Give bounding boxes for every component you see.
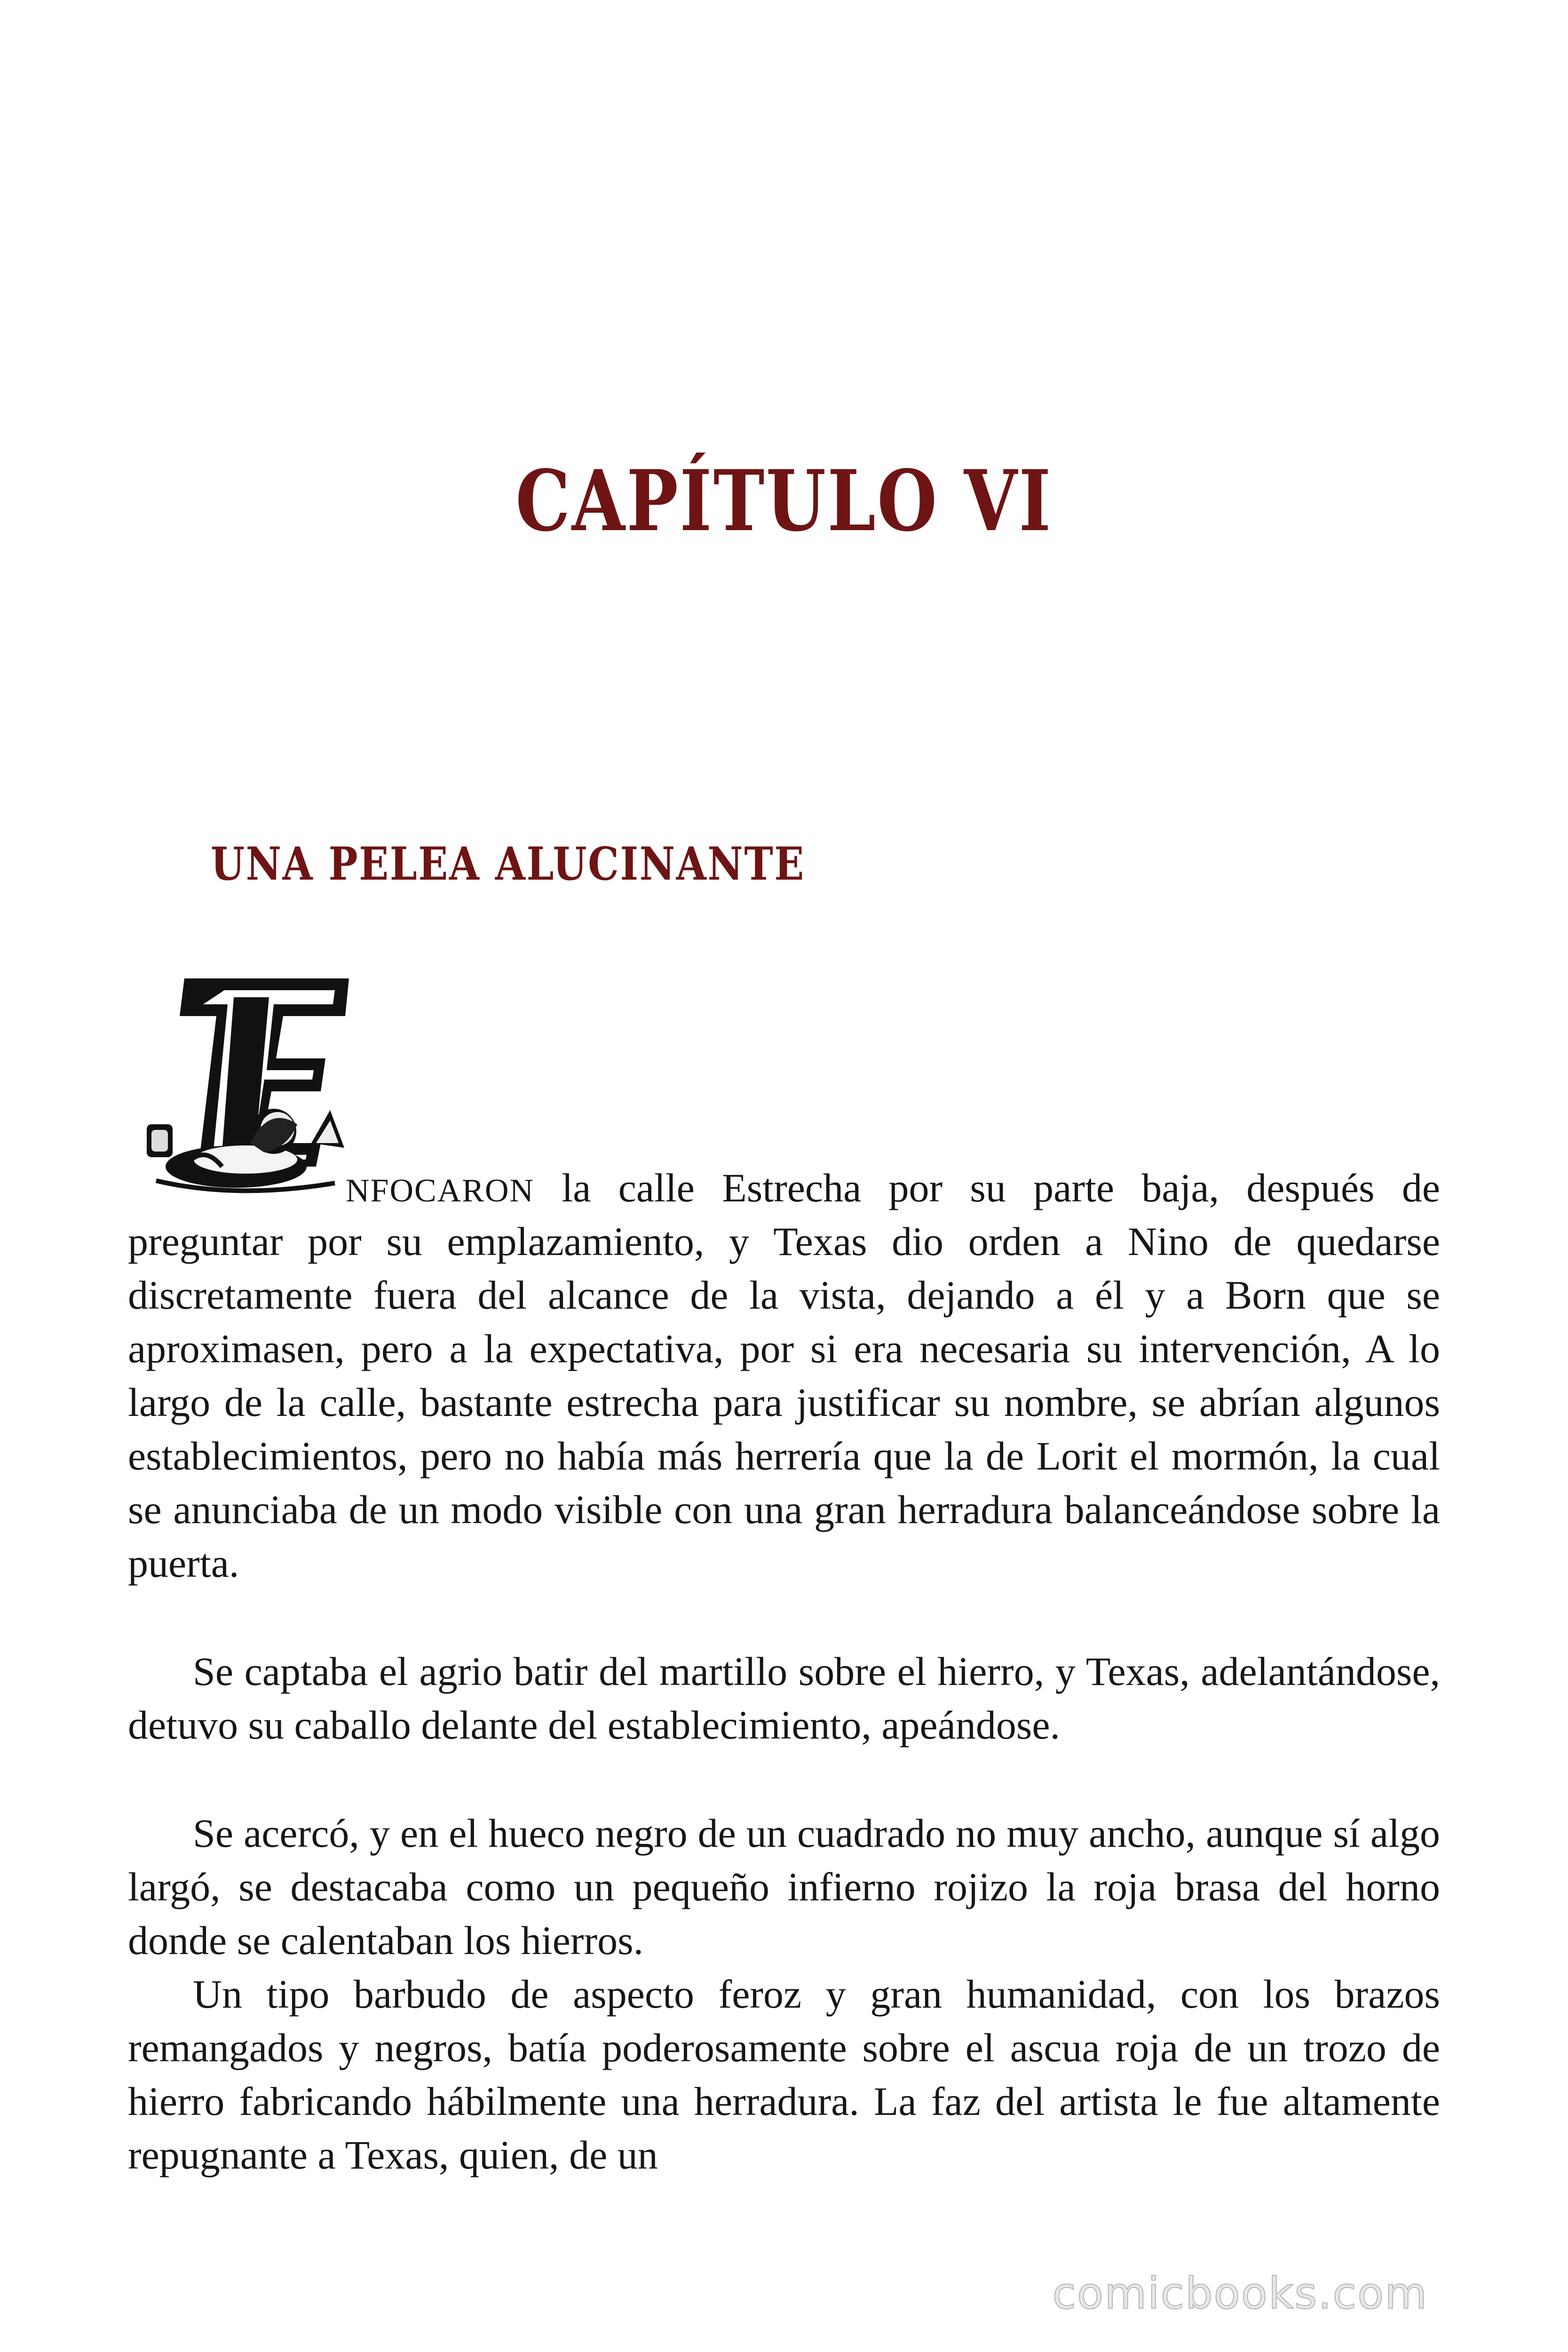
dropcap-e-icon [128,946,349,1200]
paragraph-1-first-line [346,1161,1440,1218]
paragraph-4: Un tipo barbudo de aspecto feroz y gran humanidad, con los brazos remangados y negros, batía poderosamente sobre el ascua roja de un trozo de hierro fabricando hábilmente una herradura. La faz del artista le fue altamente repugnante a Texas, quien, de un [128,1971,1440,2177]
watermark: comicbooks.com [1052,2268,1428,2319]
paragraph-1: preguntar por su emplazamiento, y Texas dio orden a Nino de quedarse discretamente fuera del alcance de la vista, dejando a él y a Born que se aproximasen, pero a la expectativa, por si era necesaria su intervención, A lo largo de la calle, bastante estrecha para justificar su nombre, se abrían algunos establecimientos, pero no había más herrería que la de Lorit el mormón, la cual se anunciaba de un modo visible con una gran herradura balanceándose sobre la puerta. [128,1219,1440,1586]
paragraph-2: Se captaba el agrio batir del martillo sobre el hierro, y Texas, adelantándose, detuvo su caballo delante del establecimiento, apeándose. [128,1649,1440,1748]
chapter-title: CAPÍTULO VI [515,452,1053,550]
paragraph-3: Se acercó, y en el hueco negro de un cuadrado no muy ancho, aunque sí algo largó, se destacaba como un pequeño infierno rojizo la roja brasa del horno donde se calentaban los hierros. [128,1811,1440,1963]
paragraph-1-smallcaps: NFOCARON [346,1173,535,1209]
chapter-subtitle: UNA PELEA ALUCINANTE [211,837,805,890]
paragraph-1-first-line-text: la calle Estrecha por su parte baja, después de [534,1165,1440,1210]
